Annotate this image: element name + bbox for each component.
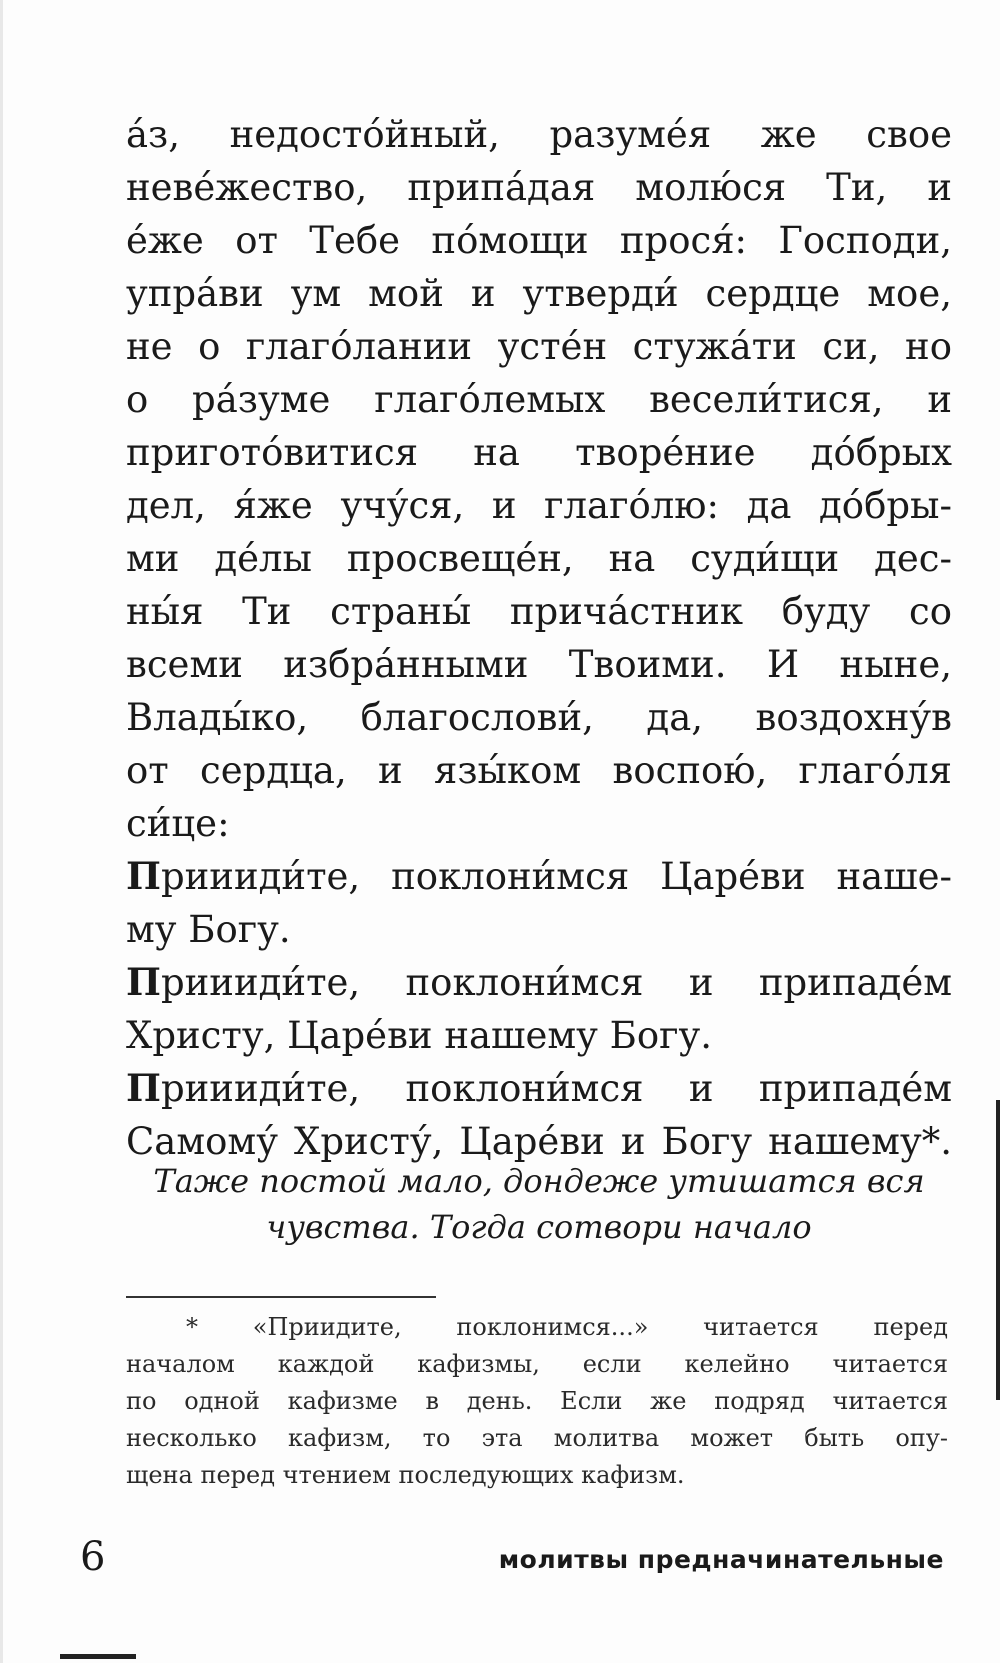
invocation-line — [126, 1062, 952, 1115]
text-line: си́це: — [126, 802, 230, 845]
page-edge-mark — [996, 1100, 1000, 1400]
footnote-divider — [126, 1296, 436, 1298]
running-head: молитвы предначинательные — [498, 1545, 944, 1574]
footnote-line: щена перед чтением последующих кафизм. — [126, 1461, 685, 1489]
footnote — [126, 1309, 948, 1494]
text-line: всеми избра́нными Твоими. И ныне, — [126, 643, 952, 686]
text-line: от сердца, и язы́ком воспою́, глаго́ля — [126, 749, 952, 792]
text-line: упра́ви ум мой и утверди́ сердце мое, — [126, 272, 952, 315]
text-line: дел, я́же учу́ся, и глаго́лю: да до́бры- — [126, 484, 952, 527]
invocation-text: риииди́те, поклони́мся и припаде́м — [160, 961, 952, 1004]
invocation-initial: П — [126, 960, 161, 1004]
text-line: ми де́лы просвеще́н, на суди́щи дес- — [126, 537, 952, 580]
page-corner-mark — [60, 1654, 136, 1659]
invocation-initial: П — [126, 1066, 161, 1110]
footnote-line: по одной кафизме в день. Если же подряд читается — [126, 1387, 948, 1415]
text-line: неве́жество, припа́дая молю́ся Ти, и — [126, 166, 952, 209]
text-line: Влады́ко, благослови́, да, воздохну́в — [126, 696, 952, 739]
text-line: е́же от Тебе по́мощи прося́: Господи, — [126, 219, 952, 262]
invocation-text: риииди́те, поклони́мся и припаде́м — [160, 1067, 952, 1110]
invocation-initial: П — [126, 854, 161, 898]
invocation-line — [126, 956, 952, 1009]
text-line: не о глаго́лании усте́н стужа́ти си, но — [126, 325, 952, 368]
rubric-line: чувства. Тогда сотвори начало — [266, 1208, 812, 1246]
invocation-line: Самому́ Христу́, Царе́ви и Богу нашему*. — [126, 1120, 952, 1163]
page-number: 6 — [80, 1534, 106, 1580]
rubric-instruction — [126, 1158, 952, 1250]
prayer-text — [126, 108, 952, 1168]
text-line: о ра́зуме глаго́лемых весели́тися, и — [126, 378, 952, 421]
rubric-line: Таже постой мало, дондеже утишатся вся — [153, 1162, 925, 1200]
text-line: пригото́витися на творе́ние до́брых — [126, 431, 952, 474]
invocation-line — [126, 850, 952, 903]
invocation-line: Христу, Царе́ви нашему Богу. — [126, 1014, 713, 1057]
footnote-line: началом каждой кафизмы, если келейно читается — [126, 1350, 948, 1378]
text-line: ны́я Ти страны́ прича́стник буду со — [126, 590, 952, 633]
invocation-line: му Богу. — [126, 908, 291, 951]
footnote-line: несколько кафизм, то эта молитва может быть опу- — [126, 1424, 948, 1452]
footnote-line: * «Приидите, поклонимся...» читается перед — [186, 1313, 948, 1341]
page-edge-shadow — [0, 0, 3, 1663]
invocation-text: риииди́те, поклони́мся Царе́ви наше- — [160, 855, 952, 898]
text-line: а́з, недосто́йный, разуме́я же свое — [126, 113, 952, 156]
